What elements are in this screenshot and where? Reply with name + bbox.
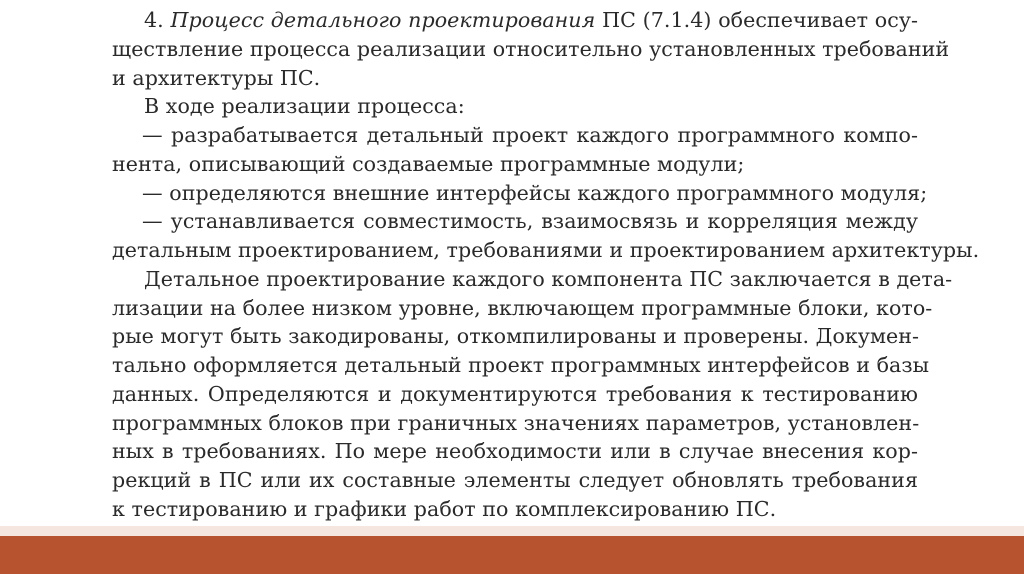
footer-highlight-strip (0, 526, 1024, 536)
bullet-3-line-1: — устанавливается совместимость, взаимосвязь и корреляция между (142, 209, 918, 234)
paragraph-3-line: ных в требованиях. По мере необходимости или в случае внесения кор- (112, 439, 918, 464)
paragraph-3-line: Детальное проектирование каждого компонента ПС заключается в дета- (144, 266, 953, 291)
paragraph-3-line: тально оформляется детальный проект программных интерфейсов и базы (112, 353, 930, 377)
bullet-3-line-2: детальным проектированием, требованиями и проектированием архитектуры. (112, 238, 980, 262)
paragraph-3-line: данных. Определяются и документируются требования к тестированию (112, 381, 918, 406)
paragraph-1-line-1 (112, 6, 918, 35)
section-title: Процесс детального проектирования (170, 8, 596, 32)
bullet-1-line-1: — разрабатывается детальный проект каждого программного компо- (142, 123, 918, 147)
paragraph-3-line: программных блоков при граничных значениях параметров, установлен- (112, 410, 920, 435)
paragraph-1-line-1-rest: ПС (7.1.4) обеспечивает осу- (602, 8, 918, 32)
paragraph-3-line: рекций в ПС или их составные элементы следует обновлять требования (112, 468, 918, 492)
paragraph-1-line-2: ществление процесса реализации относительно установленных требований (112, 36, 950, 61)
section-number: 4. (144, 8, 164, 32)
bullet-1-line-2: нента, описывающий создаваемые программные модули; (112, 151, 745, 176)
document-text (112, 6, 980, 524)
paragraph-3-line: лизации на более низком уровне, включающем программные блоки, кото- (112, 295, 933, 320)
paragraph-3-line: к тестированию и графики работ по комплексированию ПС. (112, 496, 777, 521)
footer-bar (0, 536, 1024, 574)
paragraph-2-intro: В ходе реализации процесса: (144, 94, 465, 119)
paragraph-1-line-3: и архитектуры ПС. (112, 65, 321, 90)
paragraph-3-line: рые могут быть закодированы, откомпилированы и проверены. Докумен- (112, 324, 920, 349)
bullet-2: — определяются внешние интерфейсы каждого программного модуля; (142, 180, 928, 205)
